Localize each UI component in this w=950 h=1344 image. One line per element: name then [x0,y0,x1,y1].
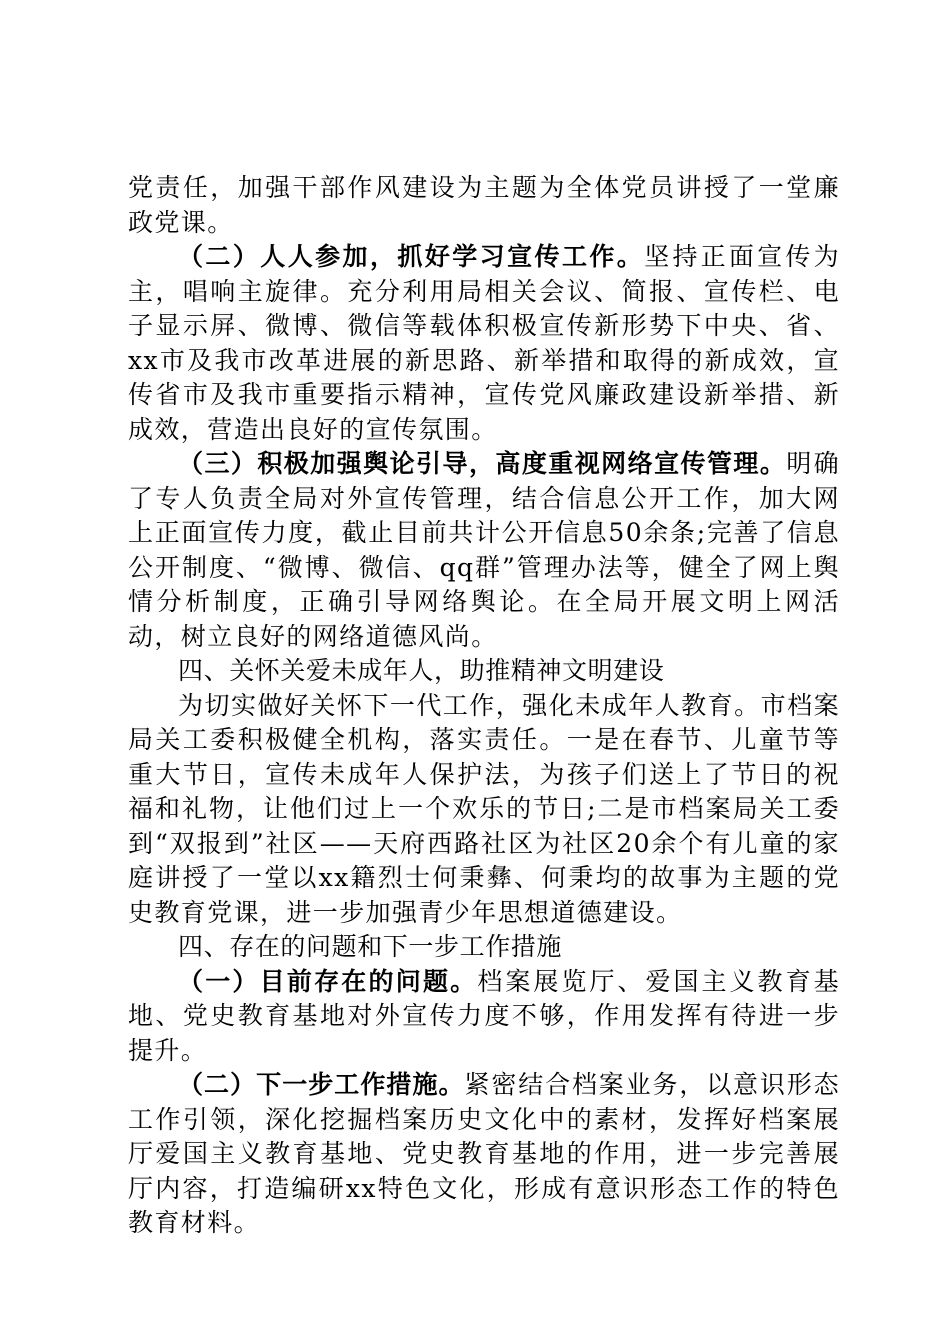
paragraph-text: 明确了专人负责全局对外宣传管理，结合信息公开工作，加大网上正面宣传力度，截止目前共计公开信息50余条;完善了信息公开制度、“微博、微信、qq群”管理办法等，健全了网上舆情分析制度，正确引导网络舆论。在全局开展文明上网活动，树立良好的网络道德风尚。 [128,449,840,651]
paragraph-text: 紧密结合档案业务，以意识形态工作引领，深化挖掘档案历史文化中的素材，发挥好档案展厅爱国主义教育基地、党史教育基地的作用，进一步完善展厅内容，打造编研xx特色文化，形成有意识形态工作的特色教育材料。 [128,1070,840,1237]
paragraph-text: 为切实做好关怀下一代工作，强化未成年人教育。市档案局关工委积极健全机构，落实责任。一是在春节、儿童节等重大节日，宣传未成年人保护法，为孩子们送上了节日的祝福和礼物，让他们过上一个欢乐的节日;二是市档案局关工委到“双报到”社区——天府西路社区为社区20余个有儿童的家庭讲授了一堂以xx籍烈士何秉彝、何秉均的故事为主题的党史教育党课，进一步加强青少年思想道德建设。 [128,690,840,927]
paragraph-lead-heading: （二）人人参加，抓好学习宣传工作。 [178,242,645,271]
paragraph-text: 档案展览厅、爱国主义教育基地、党史教育基地对外宣传力度不够，作用发挥有待进一步提升。 [128,966,840,1065]
paragraph-lead-heading: （二）下一步工作措施。 [178,1070,465,1099]
paragraph-minors-care [128,689,840,931]
paragraph-continuation [128,171,840,240]
section-heading-problems: 四、存在的问题和下一步工作措施 [178,932,563,961]
paragraph-online-opinion [128,447,840,654]
paragraph-lead-heading: （一）目前存在的问题。 [178,966,478,996]
document-body [128,171,840,1241]
paragraph-current-problems [128,965,840,1069]
paragraph-lead-heading: （三）积极加强舆论引导，高度重视网络宣传管理。 [178,449,787,478]
paragraph-text: 坚持正面宣传为主，唱响主旋律。充分利用局相关会议、简报、宣传栏、电子显示屏、微博、微信等载体积极宣传新形势下中央、省、xx市及我市改革进展的新思路、新举措和取得的新成效，宣传省市及我市重要指示精神，宣传党风廉政建设新举措、新成效，营造出良好的宣传氛围。 [128,242,840,444]
section-heading-minors: 四、关怀关爱未成年人，助推精神文明建设 [178,656,665,685]
paragraph-publicity-work [128,240,840,447]
paragraph-text: 党责任，加强干部作风建设为主题为全体党员讲授了一堂廉政党课。 [128,173,840,237]
paragraph-next-steps [128,1068,840,1241]
